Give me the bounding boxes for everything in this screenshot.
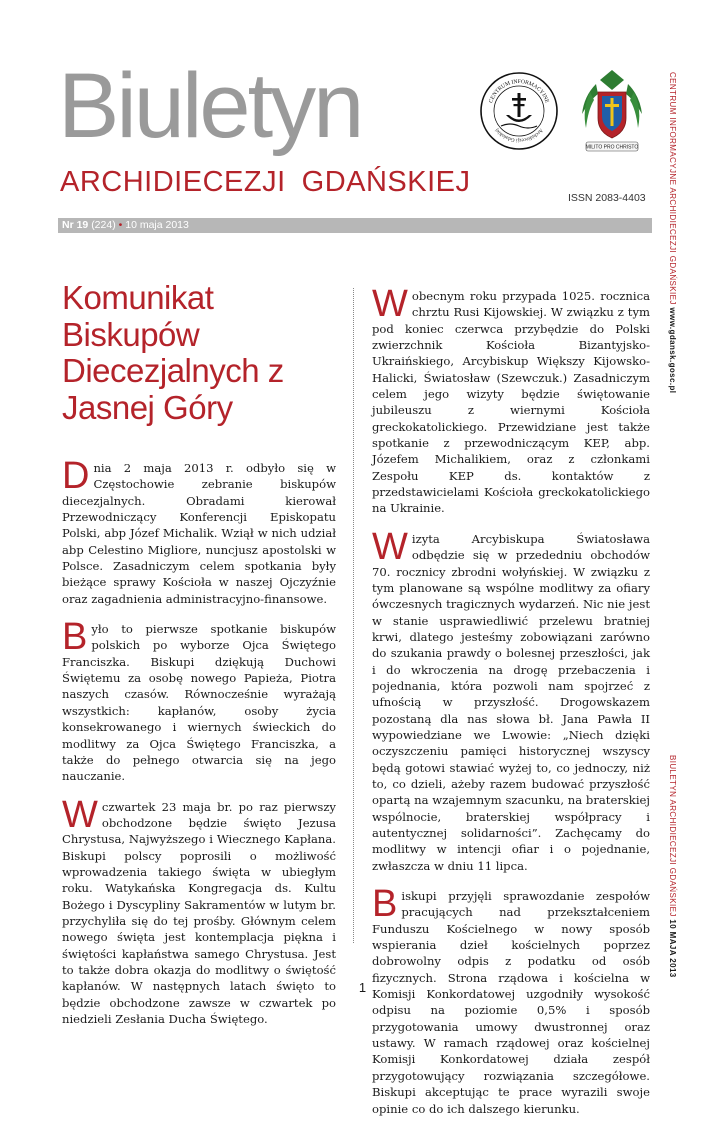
issue-number: Nr 19 <box>62 219 89 231</box>
archbishop-coat-of-arms <box>576 66 648 158</box>
article-column-right <box>372 283 650 1131</box>
seal-bottom-text: Archidiecezji Gdańskiej <box>493 127 544 144</box>
paragraph-text: iskupi przyjęli sprawozdanie zespołów pracujących nad przekształceniem Funduszu Kościelnego w nowy sposób wspierania dzieł kościelnych poprzez dobrowolny odpis z podatku od osób fizycznych. Strona rządowa i kościelna w Komisji Konkordatowej uzgodniły wysokość odpisu na poziomie 0,5% i sposób przygotowania umowy dwustronnej oraz ustawy. W ramach rządowej oraz kościelnej Komisji Konkordatowej działa zespół przygotowujący rozwiązania szczegółowe. Biskupi akceptując te prace wyrazili swoje opinie co do ich dalszego kierunku. <box>372 889 650 1116</box>
newsletter-title: Biuletyn <box>58 55 362 157</box>
drop-cap: W <box>372 283 408 325</box>
page-number: 1 <box>358 980 367 995</box>
issue-date: 10 maja 2013 <box>125 219 189 231</box>
issn-number: ISSN 2083-4403 <box>568 192 646 204</box>
newsletter-subtitle <box>60 166 471 199</box>
sidebar-bottom-label <box>668 755 677 978</box>
drop-cap: W <box>62 793 98 836</box>
column-divider <box>353 288 354 943</box>
website-link[interactable]: www.gdansk.gosc.pl <box>668 307 677 394</box>
sidebar-org-name: CENTRUM INFORMACYJNE ARCHIDIECEZJI GDAŃSKIEJ <box>668 72 677 305</box>
seal-top-text: CENTRUM INFORMACYJNE <box>488 78 550 104</box>
drop-cap: B <box>372 883 398 926</box>
issue-total: (224) <box>91 219 116 231</box>
information-center-seal-logo <box>479 71 559 151</box>
drop-cap: W <box>372 525 408 568</box>
sidebar-publication-name: BIULETYN ARCHIDIECEZJI GDAŃSKIEJ <box>668 755 677 917</box>
paragraph-text: yło to pierwsze spotkanie biskupów polskich po wyborze Ojca Świętego Franciszka. Biskupi dziękują Duchowi Świętemu za osobę nowego Papieża, Piotra naszych czasów. Równocześnie wyrażają wszystkich: kapłanów, osoby życia konsekrowanego i wiernych świeckich do modlitwy za Ojca Świętego Franciszka, a także do pełnego otwarcia się na jego nauczanie. <box>62 622 336 784</box>
article-headline: Komunikat Biskupów Diecezjalnych z Jasnej Góry <box>62 279 284 426</box>
drop-cap: D <box>62 455 90 497</box>
issue-info-bar <box>58 218 652 233</box>
paragraph-text: izyta Arcybiskupa Światosława odbędzie się w przededniu obchodów 70. rocznicy zbrodni wołyńskiej. W związku z tym planowane są wspólne modlitwy za ofiary ówczesnych tragicznych wydarzeń. Nic nie jest w stanie usprawiedliwić przelewu bratniej krwi, dlatego jesteśmy zobowiązani zarówno do szukania prawdy o bolesnej przeszłości, jak i do wkroczenia na drogę przebaczenia i pojednania, która pozwoli nam spojrzeć z ufnością w przyszłość. Drogowskazem pozostaną dla nas słowa bł. Jana Pawła II wypowiedziane we Lwowie: „Niech dzięki oczyszczeniu pamięci historycznej wszyscy będą gotowi stawiać wyżej to, co jednoczy, niż to, co dzieli, ażeby razem budować przyszłość opartą na wzajemnym szacunku, na braterskiej wspólnocie, braterskiej współpracy i autentycznej solidarności”. Zachęcamy do modlitwy w intencji ofiar i o pojednanie, zwłaszcza w dniu 11 lipca. <box>372 531 650 873</box>
paragraph-text: nia 2 maja 2013 r. odbyło się w Częstochowie zebranie biskupów diecezjalnych. Obradami kierował Przewodniczący Konferencji Episkopatu Polski, abp Józef Michalik. Wziął w nich udział abp Celestino Migliore, nuncjusz apostolski w Polsce. Zasadniczym celem spotkania były bieżące sprawy Kościoła w naszej Ojczyźnie oraz zagadnienia administracyjno-finansowe. <box>62 461 336 606</box>
article-paragraph <box>372 283 650 517</box>
paragraph-text: czwartek 23 maja br. po raz pierwszy obchodzone będzie święto Jezusa Chrystusa, Najwyższego i Wiecznego Kapłana. Biskupi polscy poprosili o możliwość wprowadzenia takiego święta w ubiegłym roku. Watykańska Kongregacja ds. Kultu Bożego i Dyscypliny Sakramentów w lutym br. przychyliła się do tej prośby. Głównym celem nowego święta jest kontemplacja piękna i świętości kapłaństwa samego Chrystusa. Jest to także dobra okazja do modlitwy o świętość kapłanów. W następnych latach święto to będzie obchodzone zawsze w czwartek po niedzieli Zesłania Ducha Świętego. <box>62 799 336 1026</box>
article-paragraph <box>372 883 650 1117</box>
issue-separator: • <box>118 219 123 231</box>
sidebar-issue-date: 10 MAJA 2013 <box>668 919 677 978</box>
article-paragraph <box>62 455 336 607</box>
drop-cap: B <box>62 616 88 659</box>
subtitle-part1: ARCHIDIECEZJI <box>60 166 286 198</box>
crest-motto: MILITO PRO CHRISTO <box>585 144 639 151</box>
paragraph-text: obecnym roku przypada 1025. rocznica chrztu Rusi Kijowskiej. W związku z tym pod koniec czerwca przybędzie do Polski zwierzchnik Kościoła Bizantyjsko-Ukraińskiego, Arcybiskup Większy Kijowsko-Halicki, Światosław (Szewczuk.) Zasadniczym celem jego wizyty będzie świętowanie jubileuszu z wiernymi Kościoła greckokatolickiego. Przewidziane jest także spotkanie z przewodniczącym KEP, abp. Józefem Michalikiem, oraz z członkami Zespołu KEP ds. kontaktów z przedstawicielami Kościoła greckokatolickiego na Ukrainie. <box>372 289 650 516</box>
subtitle-part2: GDAŃSKIEJ <box>301 166 471 198</box>
article-paragraph <box>62 616 336 784</box>
article-paragraph <box>372 525 650 874</box>
article-column-left <box>62 455 336 1041</box>
svg-text:Archidiecezji Gdańskiej <box>494 127 544 143</box>
sidebar-top-label <box>668 72 677 393</box>
